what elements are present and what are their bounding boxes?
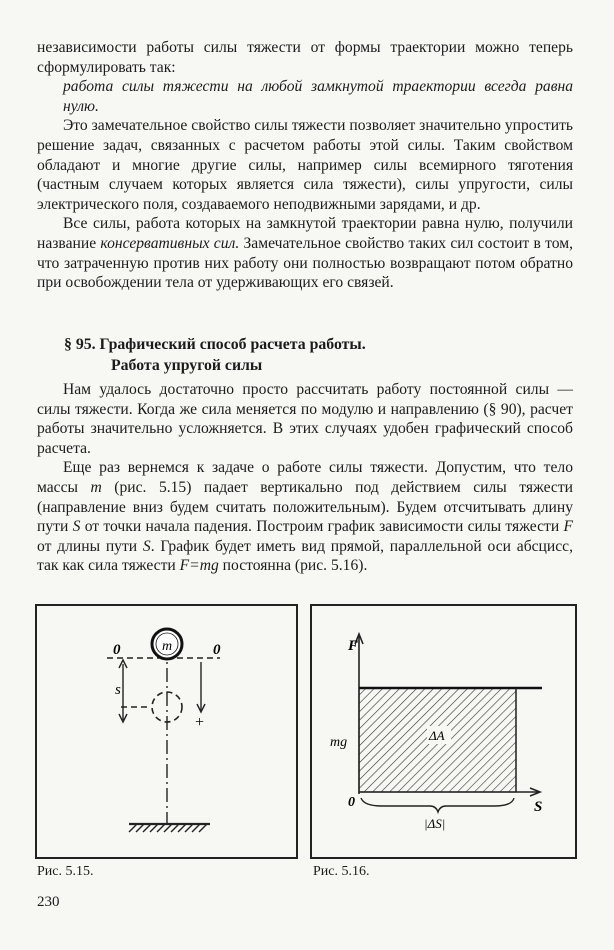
paragraph-law: работа силы тяжести на любой замкнутой траектории всегда равна нулю. — [63, 78, 573, 115]
section-title-1: Графический способ расчета работы. — [99, 336, 366, 353]
p6-m: m — [90, 478, 102, 496]
p6-d: от длины пути — [37, 537, 143, 555]
paragraph-4 — [37, 214, 573, 292]
zero-left: 0 — [113, 642, 121, 658]
caption-5-15: Рис. 5.15. — [37, 864, 94, 879]
p6-S: S — [72, 518, 81, 536]
f-axis-label: F — [348, 638, 359, 654]
s-axis-label: S — [534, 799, 543, 815]
p6-c: от точки начала падения. Построим график зависимости силы тяжести — [80, 518, 564, 536]
figure-5-15 — [35, 604, 298, 859]
plus-label: + — [195, 714, 205, 731]
s-label: s — [115, 682, 121, 698]
ds-label: |ΔS| — [424, 816, 446, 831]
paragraph-4-c: Замечательное свойство таких сил состоит в том, что затраченную против них работу они полностью возвращают потом обратно при освобождении тела от удерживающих его связей. — [37, 234, 573, 292]
mg-label: mg — [330, 735, 348, 750]
origin-label: 0 — [348, 795, 355, 810]
paragraph-3: Это замечательное свойство силы тяжести позволяет значительно упростить решение задач, связанных с расчетом работы этой силы. Таким свойством обладают и многие другие силы, например силы всемирного тяготения (частным случаем которых является сила тяжести), силы упругости, силы электрического поля, создаваемого неподвижными зарядами, и др. — [37, 117, 573, 213]
term-conservative: консервативных сил. — [100, 234, 240, 252]
p6-f: постоянна (рис. 5.16). — [218, 557, 368, 575]
caption-5-16: Рис. 5.16. — [313, 864, 370, 879]
paragraph-1: независимости работы силы тяжести от формы траектории можно теперь сформулировать так: — [37, 39, 573, 76]
p6-e: . График будет иметь вид прямой, параллельной оси абсцисс, так как сила тяжести — [37, 537, 573, 575]
falling-body-diagram — [37, 606, 296, 857]
p6-F: F — [563, 518, 574, 536]
force-path-graph — [312, 606, 575, 857]
paragraph-6 — [37, 458, 573, 576]
ground-hatch — [129, 824, 207, 832]
paragraph-5: Нам удалось достаточно просто рассчитать работу постоянной силы — силы тяжести. Когда же сила меняется по модулю и направлению (§ 90), расчет работы значительно усложняется. В этих случаях удобен графический способ расчета. — [37, 381, 573, 457]
area-label: ΔA — [429, 728, 445, 743]
figure-5-16 — [310, 604, 577, 859]
p6-formula: F=mg — [179, 557, 219, 575]
ds-brace — [361, 798, 514, 812]
mass-label: m — [162, 639, 173, 654]
text-bottom — [37, 380, 573, 576]
p6-a: Еще раз вернемся к задаче о работе силы тяжести. Допустим, что тело массы — [37, 459, 573, 496]
zero-right: 0 — [213, 642, 221, 658]
p6-S2: S — [142, 537, 151, 555]
section-heading — [64, 334, 366, 376]
page-number: 230 — [37, 894, 60, 910]
paragraph-4-a: Все силы, работа которых на замкнутой траектории равна нулю, получили название — [37, 215, 573, 252]
section-title-2: Работа упругой силы — [111, 357, 263, 374]
p6-b: (рис. 5.15) падает вертикально под действием силы тяжести (направление вниз будем считать положительным). Будем отсчитывать длину пути — [37, 478, 573, 536]
text-top — [37, 38, 573, 293]
section-number: § 95. — [64, 336, 96, 353]
